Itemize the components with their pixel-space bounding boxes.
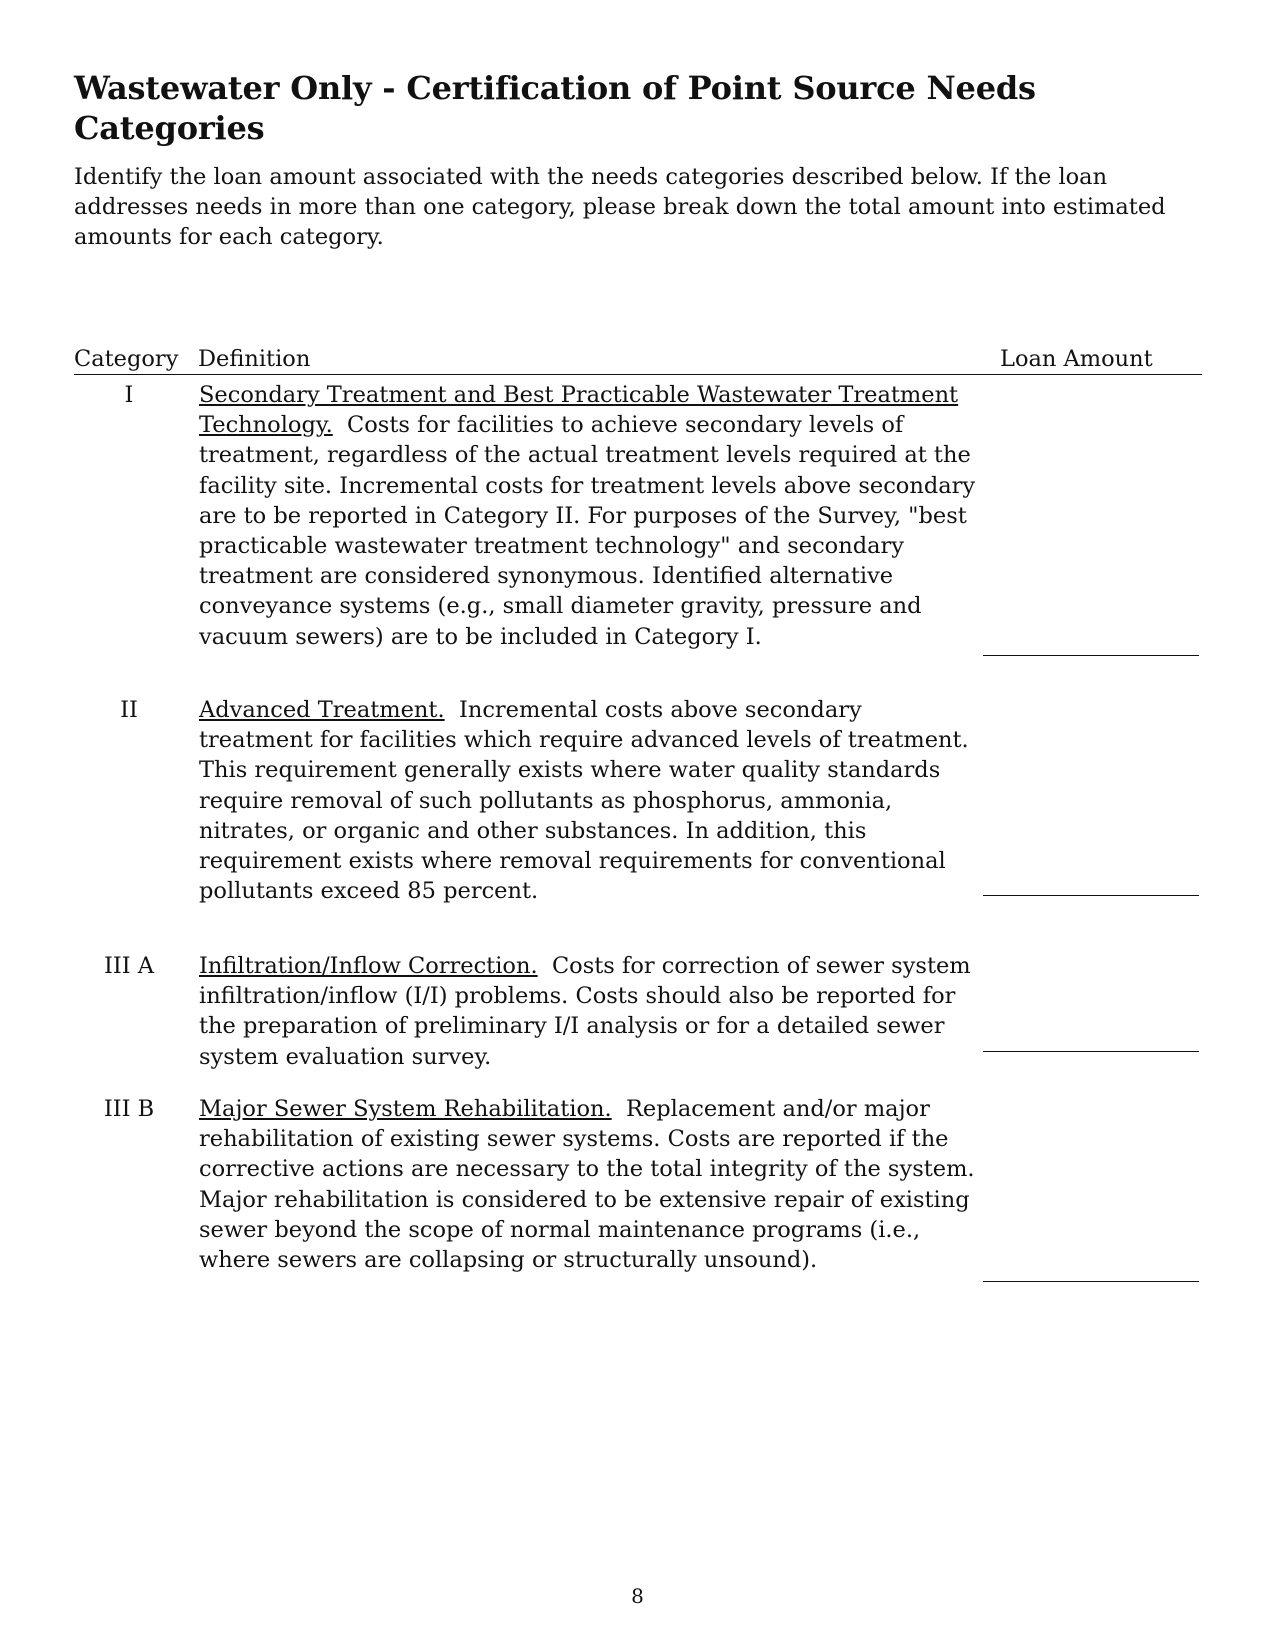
page-title: Wastewater Only - Certification of Point Source Needs Categories <box>74 69 1036 147</box>
intro-paragraph: Identify the loan amount associated with the needs categories described below. If the loan addresses needs in more than one category, please break down the total amount into estimated amounts for each category. <box>74 164 1166 250</box>
category-text: Costs for correction of sewer system infiltration/inflow (I/I) problems. Costs should also be reported for the preparation of preliminary I/I analysis or for a detailed sewer system evaluation survey. <box>199 953 971 1070</box>
loan-amount-field-ii[interactable] <box>983 895 1199 896</box>
table-header <box>74 344 1202 375</box>
header-loan-amount: Loan Amount <box>1000 346 1153 372</box>
category-heading: Advanced Treatment. <box>199 697 445 723</box>
loan-amount-field-i[interactable] <box>983 655 1199 656</box>
header-definition: Definition <box>198 346 311 372</box>
loan-amount-field-iii-b[interactable] <box>983 1281 1199 1282</box>
category-id: III A <box>103 953 155 979</box>
category-definition <box>199 951 979 1072</box>
category-text: Incremental costs above secondary treatment for facilities which require advanced levels of treatment. This requirement generally exists where water quality standards require removal of such pollutants as phosphorus, ammonia, nitrates, or organic and other substances. In addition, this requirement exists where removal requirements for conventional pollutants exceed 85 percent. <box>199 697 969 905</box>
category-id: II <box>120 697 138 723</box>
category-definition <box>199 380 979 652</box>
category-text: Costs for facilities to achieve secondary levels of treatment, regardless of the actual treatment levels required at the facility site. Incremental costs for treatment levels above secondary are to be reported in Category II. For purposes of the Survey, "best practicable wastewater treatment technology" and secondary treatment are considered synonymous. Identified alternative conveyance systems (e.g., small diameter gravity, pressure and vacuum sewers) are to be included in Category I. <box>199 412 976 650</box>
header-category: Category <box>74 346 179 372</box>
category-definition <box>199 1094 979 1275</box>
category-heading: Major Sewer System Rehabilitation. <box>199 1096 612 1122</box>
loan-amount-field-iii-a[interactable] <box>983 1051 1199 1052</box>
category-text: Replacement and/or major rehabilitation of existing sewer systems. Costs are reported if the corrective actions are necessary to the total integrity of the system. Major rehabilitation is considered to be extensive repair of existing sewer beyond the scope of normal maintenance programs (i.e., where sewers are collapsing or structurally unsound). <box>199 1096 975 1274</box>
category-id: III B <box>103 1096 155 1122</box>
page-number: 8 <box>631 1584 644 1608</box>
category-definition <box>199 695 979 906</box>
category-heading: Secondary Treatment and Best Practicable Wastewater Treatment Technology. <box>199 382 959 439</box>
category-id: I <box>124 382 134 408</box>
category-heading: Infiltration/Inflow Correction. <box>199 953 538 979</box>
